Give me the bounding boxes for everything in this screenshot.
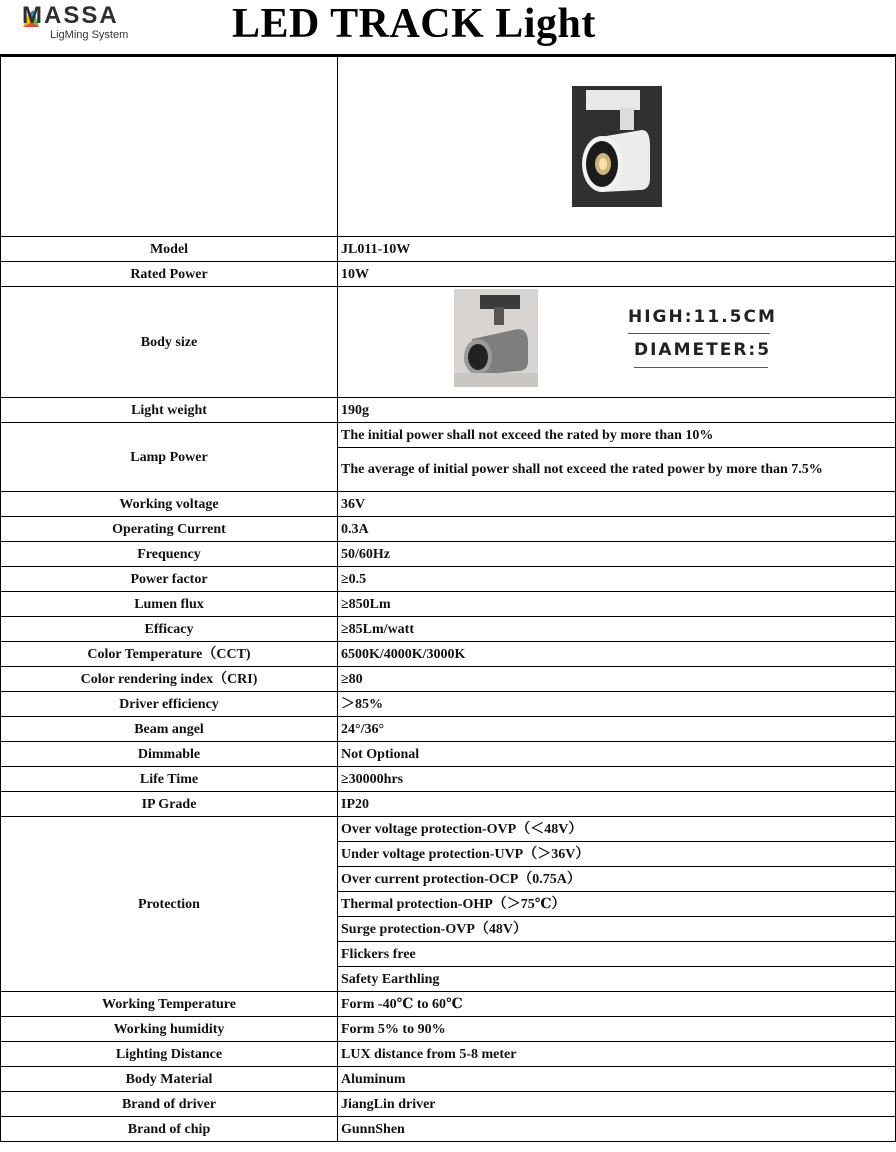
spec-row: [1, 542, 896, 567]
logo-name: MASSA: [22, 2, 119, 29]
spec-value: ＞85%: [338, 692, 896, 717]
spec-value: Not Optional: [338, 742, 896, 767]
spec-label: Color Temperature（CCT): [1, 642, 338, 667]
spec-value: ≥0.5: [338, 567, 896, 592]
body-size-cell: [338, 287, 896, 398]
product-photo-cell: [338, 57, 896, 237]
protection-value: Over voltage protection-OVP（＜48V）: [338, 817, 896, 842]
body-height-underline: [628, 333, 770, 334]
logo-subtitle: LigMing System: [50, 29, 129, 41]
spec-value: 50/60Hz: [338, 542, 896, 567]
spec-value: JL011-10W: [338, 237, 896, 262]
spec-label: Light weight: [1, 398, 338, 423]
spec-value: 10W: [338, 262, 896, 287]
body-size-label: Body size: [1, 287, 338, 398]
spec-value: 36V: [338, 492, 896, 517]
spec-value: IP20: [338, 792, 896, 817]
body-size-photo: [454, 289, 538, 387]
lamp-power-value: The initial power shall not exceed the rated by more than 10%: [338, 423, 896, 448]
spec-row: [1, 992, 896, 1017]
spec-row: [1, 1067, 896, 1092]
spec-row: [1, 1117, 896, 1142]
spec-label: Efficacy: [1, 617, 338, 642]
spec-value: ≥30000hrs: [338, 767, 896, 792]
spec-row: [1, 398, 896, 423]
spec-label: Lighting Distance: [1, 1042, 338, 1067]
spec-label: Brand of driver: [1, 1092, 338, 1117]
protection-value: Safety Earthling: [338, 967, 896, 992]
spec-value: ≥85Lm/watt: [338, 617, 896, 642]
spec-label: Color rendering index（CRI): [1, 667, 338, 692]
protection-row: [1, 817, 896, 842]
spec-label: IP Grade: [1, 792, 338, 817]
photo-label-cell: [1, 57, 338, 237]
spec-row: [1, 237, 896, 262]
spec-row: [1, 1042, 896, 1067]
spec-label: Life Time: [1, 767, 338, 792]
body-height-text: HIGH:11.5CM: [628, 307, 777, 327]
spec-label: Driver efficiency: [1, 692, 338, 717]
spec-row: [1, 262, 896, 287]
spec-value: GunnShen: [338, 1117, 896, 1142]
spec-row: [1, 792, 896, 817]
spec-label: Model: [1, 237, 338, 262]
spec-row: [1, 492, 896, 517]
spec-label: Dimmable: [1, 742, 338, 767]
spec-row: [1, 1092, 896, 1117]
protection-label: Protection: [1, 817, 338, 992]
spec-row: [1, 642, 896, 667]
spec-value: 190g: [338, 398, 896, 423]
spec-label: Working voltage: [1, 492, 338, 517]
spec-label: Working humidity: [1, 1017, 338, 1042]
spec-row: [1, 592, 896, 617]
spec-row: [1, 767, 896, 792]
product-photo: [572, 86, 662, 207]
spec-label: Brand of chip: [1, 1117, 338, 1142]
protection-value: Surge protection-OVP（48V）: [338, 917, 896, 942]
spec-value: JiangLin driver: [338, 1092, 896, 1117]
spec-row: [1, 717, 896, 742]
spec-row: [1, 692, 896, 717]
page-title: LED TRACK Light: [232, 1, 596, 47]
spec-row: [1, 567, 896, 592]
spec-label: Operating Current: [1, 517, 338, 542]
spec-value: 6500K/4000K/3000K: [338, 642, 896, 667]
spec-label: Lumen flux: [1, 592, 338, 617]
spec-value: LUX distance from 5-8 meter: [338, 1042, 896, 1067]
massa-logo: [20, 4, 160, 48]
spec-row: [1, 617, 896, 642]
body-diameter-text: DIAMETER:5: [634, 340, 772, 360]
spec-label: Working Temperature: [1, 992, 338, 1017]
lamp-power-label: Lamp Power: [1, 423, 338, 492]
spec-table: [0, 56, 896, 1142]
spec-value: 0.3A: [338, 517, 896, 542]
spec-row: [1, 667, 896, 692]
lamp-power-row: [1, 423, 896, 448]
body-diameter-underline: [634, 367, 768, 368]
spec-value: 24°/36°: [338, 717, 896, 742]
body-size-row: [1, 287, 896, 398]
protection-value: Over current protection-OCP（0.75A）: [338, 867, 896, 892]
spec-row: [1, 517, 896, 542]
protection-value: Thermal protection-OHP（＞75℃）: [338, 892, 896, 917]
spec-value: ≥80: [338, 667, 896, 692]
protection-value: Flickers free: [338, 942, 896, 967]
photo-row: [1, 57, 896, 237]
page-header: [0, 0, 896, 56]
spec-value: Aluminum: [338, 1067, 896, 1092]
spec-value: Form 5% to 90%: [338, 1017, 896, 1042]
track-light-image-icon: [572, 86, 662, 207]
spec-row: [1, 742, 896, 767]
spec-row: [1, 1017, 896, 1042]
lamp-power-value: The average of initial power shall not exceed the rated power by more than 7.5%: [338, 448, 896, 492]
spec-label: Rated Power: [1, 262, 338, 287]
protection-value: Under voltage protection-UVP（＞36V）: [338, 842, 896, 867]
spec-label: Frequency: [1, 542, 338, 567]
spec-label: Power factor: [1, 567, 338, 592]
track-light-side-image-icon: [454, 289, 538, 387]
spec-label: Body Material: [1, 1067, 338, 1092]
spec-value: ≥850Lm: [338, 592, 896, 617]
spec-value: Form -40℃ to 60℃: [338, 992, 896, 1017]
spec-label: Beam angel: [1, 717, 338, 742]
